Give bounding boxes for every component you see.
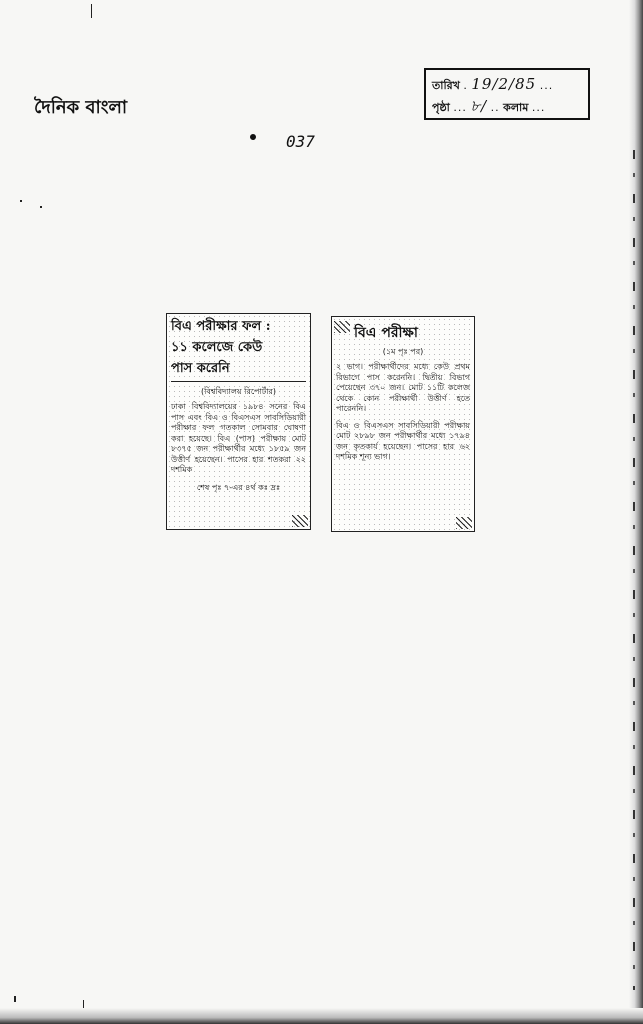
clipping-headline [167, 314, 310, 379]
archive-number: 037 [286, 132, 315, 151]
continued-note: শেষ পৃঃ ৭-এর ৪র্থ কঃ দ্রঃ [196, 482, 281, 492]
headline-line-1: বিএ পরীক্ষার ফল : [171, 319, 271, 334]
scan-bottom-edge [0, 1008, 643, 1024]
stamp-date-row: তারিখ . 19/2/85 ... [432, 75, 554, 93]
scan-right-edge [629, 0, 643, 1024]
stamp-page-row: পৃষ্ঠা ... ৮/ .. কলাম ... [432, 97, 546, 115]
continued-from-note: (১ম পৃঃ পর) [382, 347, 424, 356]
stamp-page-value: ৮/ [470, 97, 488, 115]
divider [171, 381, 306, 382]
newspaper-name: দৈনিক বাংলা [34, 97, 128, 118]
scan-mark [40, 206, 42, 208]
ink-dot [250, 134, 256, 140]
clip-corner-mark [334, 321, 350, 333]
clip-corner-mark [292, 515, 308, 527]
clip-corner-mark [456, 517, 472, 529]
scan-mark [14, 996, 16, 1002]
clipping-body: ঢাকা বিশ্ববিদ্যালয়ের ১৯৮৪ সনের বিএ পাস এবং বিএ ও বিএসএস সাবসিডিয়ারী পরীক্ষার ফল গতকাল সোমবার ঘোষণা করা হয়েছে। বিএ (পাস) পরীক্ষায় মোট ৮৩৭৫ জন পরীক্ষার্থীর মধ্যে ১৮৫৯ জন উত্তীর্ণ হয়েছেন। পাসের হার শতকরা ২২ দশমিক [171, 402, 306, 474]
news-clipping-continuation [331, 316, 475, 532]
headline-line-3: পাস করেনি [171, 361, 230, 376]
scan-mark [91, 4, 92, 18]
stamp-page-label: পৃষ্ঠা [432, 101, 450, 114]
stamp-date-value: 19/2/85 [471, 75, 537, 93]
continuation-paragraph-1: ২ ভাগ। পরীক্ষার্থীদের মধ্যে কেউ প্রথম বিভাগে পাস করেননি। দ্বিতীয় বিভাগ পেয়েছেন ৩৭০ জন। মোট ১১টি কলেজ থেকে কোন পরীক্ষার্থী উত্তীর্ণ হতে পারেননি। [336, 362, 470, 413]
stamp-column-label: কলাম [503, 101, 529, 114]
headline-line-2: ১১ কলেজে কেউ [171, 340, 263, 355]
news-clipping-main [166, 313, 311, 530]
continuation-paragraph-2: বিএ ও বিএসএস সাবসিডিয়ারী পরীক্ষায় মোট ২৮৯৮ জন পরীক্ষার্থীর মধ্যে ১৭৯৪ জন কৃতকার্য হয়েছেন। পাসের হার ৬২ দশমিক শূন্য ভাগ। [336, 420, 470, 461]
continuation-headline: বিএ পরীক্ষা [354, 325, 418, 341]
reporter-credit: (বিশ্ববিদ্যালয় রিপোর্টার) [200, 387, 277, 396]
archive-stamp [424, 68, 590, 120]
scan-mark [20, 200, 22, 202]
stamp-date-label: তারিখ [432, 79, 460, 92]
